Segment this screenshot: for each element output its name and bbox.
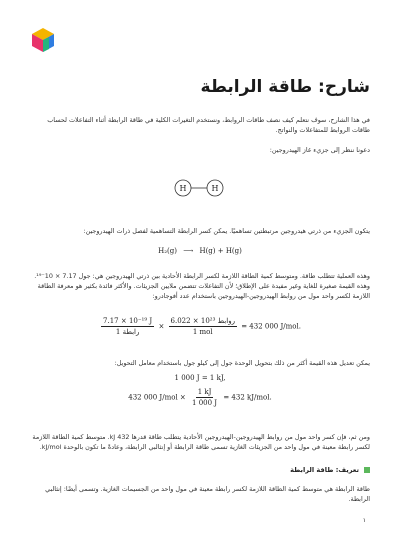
hydrogen-molecule-diagram — [173, 176, 225, 200]
fraction-denominator: 1 mol — [192, 328, 213, 336]
page-number: ١ — [362, 517, 366, 524]
reaction-left: H₂(g) — [158, 247, 177, 255]
definition-text: طاقة الرابطة هي متوسط كمية الطاقة اللازمة لكسر رابطة معينة في مول واحد من الجسيمات الغازية. وتسمى أيضًا: إنثالبي الرابطة. — [45, 485, 370, 503]
fraction-numerator: 6.022 × 10²³ روابط — [170, 317, 235, 325]
reaction-equation — [0, 247, 400, 255]
fraction-energy-per-bond — [101, 317, 154, 336]
reaction-arrow: ⟶ — [183, 247, 194, 255]
fraction-denominator: 1 000 J — [192, 399, 218, 407]
definition-marker-icon — [364, 467, 370, 473]
times-sign: × — [158, 322, 165, 331]
adjust-paragraph: يمكن تعديل هذه القيمة أكثر من ذلك بتحويل الوحدة جول إلى كيلو جول باستخدام معامل التحويل: — [114, 359, 370, 367]
consists-paragraph: يتكون الجزيء من ذرتي هيدروجين مرتبطتين تساهميًا. يمكن كسر الرابطة التساهمية لفصل ذرات الهيدروجين: — [83, 227, 370, 235]
logo-icon — [30, 27, 56, 53]
fraction-kj-per-j — [190, 388, 219, 407]
conversion-equation: 1 000 J = 1 kJ, — [174, 374, 226, 382]
look-paragraph: دعونا ننظر إلى جزيء غاز الهيدروجين: — [269, 146, 370, 154]
calculation-2 — [0, 388, 400, 407]
intro-paragraph: في هذا الشارح، سوف نتعلم كيف نصف طاقات الروابط، ونستخدم التغيرات الكلية في طاقة الرابطة أثناء التفاعلات لحساب طاقات الروابط للمتفاعلات والنواتج. — [47, 116, 370, 134]
atom-right: H — [211, 184, 219, 193]
fraction-avogadro — [169, 317, 237, 336]
fraction-denominator: رابطة 1 — [115, 328, 140, 336]
fraction-numerator: 1 kJ — [197, 388, 212, 396]
definition-heading — [290, 466, 370, 474]
conclusion-paragraph: ومن ثم، فإن كسر واحد مول من روابط الهيدروجين-الهيدروجين الأحادية يتطلب طاقة قدرها 432 kJ. متوسط كمية الطاقة اللازمة لكسر رابطة معينة في مول واحد من الجزيئات الغازية تسمى طاقة الرابطة أو إنثالبي الرابطة، وعادةً ما تكون بالوحدة kJ/mol. — [32, 433, 370, 451]
calc2-left: 432 000 J/mol × — [128, 393, 186, 402]
definition-title: تعريف: طاقة الرابطة — [290, 466, 359, 474]
calculation-1 — [0, 317, 400, 336]
atom-left: H — [179, 184, 187, 193]
process-paragraph: وهذه العملية تتطلب طاقة. ومتوسط كمية الطاقة اللازمة لكسر الرابطة الأحادية بين ذرتي الهيدروجين هي: جول 7.17 × 10⁻¹⁹. وهذه القيمة صغيرة للغاية وغير مفيدة على الإطلاق؛ لأن التفاعلات تتضمن ملايين الجزيئات. والأكثر فائدة بكثير هو معرفة الطاقة اللازمة لكسر واحد مول من روابط الهيدروجين-الهيدروجين باستخدام عدد أفوجادرو: — [34, 272, 370, 300]
reaction-right: H(g) + H(g) — [199, 247, 242, 255]
page-title: شارح: طاقة الرابطة — [200, 77, 370, 97]
fraction-numerator: 7.17 × 10⁻¹⁹ J — [103, 317, 153, 325]
calc2-result: = 432 kJ/mol. — [223, 393, 272, 402]
calc1-result: = 432 000 J/mol. — [241, 322, 301, 331]
